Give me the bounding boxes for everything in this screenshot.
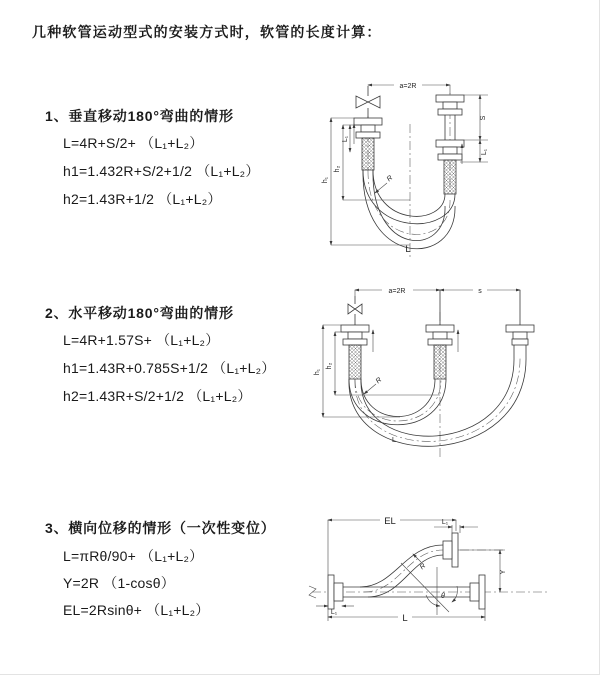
section-1-formula-h2: h2=1.43R+1/2 （L₁+L₂）: [63, 191, 222, 207]
section-2-heading: 2、水平移动180°弯曲的情形: [45, 305, 234, 321]
dim-s: [440, 288, 520, 295]
section-2-formula-h1: h1=1.43R+0.785S+1/2 （L₁+L₂）: [63, 360, 276, 376]
section-2-formula-h2: h2=1.43R+S/2+1/2 （L₁+L₂）: [63, 388, 252, 404]
dim-label-theta: θ: [441, 593, 445, 600]
section-3-formula-Y: Y=2R （1-cosθ）: [63, 575, 175, 591]
upper-flange: [443, 533, 458, 567]
middle-flange: [426, 290, 454, 379]
section-1-formula-h1: h1=1.432R+S/2+1/2 （L₁+L₂）: [63, 163, 260, 179]
center-axis: [309, 550, 550, 598]
dim-label-L: L: [402, 613, 408, 624]
diagram-lateral-displacement: [300, 505, 600, 665]
radius-callout: [364, 377, 383, 394]
section-3-heading: 3、横向位移的情形（一次性变位）: [45, 520, 276, 536]
dim-S: [460, 95, 488, 162]
dim-l1-left: [316, 606, 354, 616]
dim-label-s: s: [478, 288, 482, 295]
left-flange: [354, 118, 382, 170]
dim-label-h2: h₂: [326, 362, 333, 370]
angle-construction: [401, 563, 457, 615]
right-flange: [506, 290, 534, 357]
section-1-heading: 1、垂直移动180°弯曲的情形: [45, 108, 234, 124]
dim-label-l1-left: L₁: [330, 609, 338, 616]
radius-callout: [375, 175, 394, 193]
diagram-horizontal-180-bend: [310, 282, 600, 462]
valve-icon: [348, 296, 362, 325]
section-1-formula-L: L=4R+S/2+ （L₁+L₂）: [63, 135, 204, 151]
hose-arcs: [363, 170, 455, 249]
valve-icon: [356, 86, 380, 118]
section-2-formula-L: L=4R+1.57S+ （L₁+L₂）: [63, 332, 220, 348]
dim-label-EL: EL: [384, 516, 396, 527]
dim-label-L: L: [392, 437, 396, 444]
dim-label-S: S: [480, 115, 487, 121]
left-flange: [328, 575, 343, 609]
dim-label-h1: h₁: [322, 176, 329, 184]
dim-L: [328, 609, 485, 624]
dim-label-l1-left: L₁: [342, 135, 349, 143]
dim-label-a2R: a=2R: [399, 83, 417, 90]
section-3-formula-EL: EL=2Rsinθ+ （L₁+L₂）: [63, 602, 210, 618]
diagram-vertical-180-bend: [310, 72, 600, 262]
dim-span-a2R: [355, 288, 440, 296]
dim-label-l1-top: L₁: [441, 519, 449, 526]
dim-label-R: R: [374, 376, 384, 386]
page-title: 几种软管运动型式的安装方式时，软管的长度计算：: [32, 24, 382, 40]
dim-label-R: R: [418, 562, 428, 572]
dim-label-l1-right: L₁: [481, 148, 488, 156]
dim-label-h1: h₁: [314, 368, 321, 376]
right-flange: [470, 575, 485, 609]
left-flange: [341, 325, 369, 379]
dim-label-L: L: [405, 244, 411, 255]
right-fitting-lower: [436, 140, 464, 194]
dim-span-a2R: [368, 83, 450, 94]
dim-label-h2: h₂: [334, 165, 341, 173]
section-3-formula-L: L=πRθ/90+ （L₁+L₂）: [63, 548, 204, 564]
dim-label-a2R: a=2R: [388, 288, 406, 295]
dim-label-R: R: [385, 174, 395, 184]
curved-hose: [360, 545, 443, 597]
dim-label-Y: Y: [500, 569, 507, 575]
